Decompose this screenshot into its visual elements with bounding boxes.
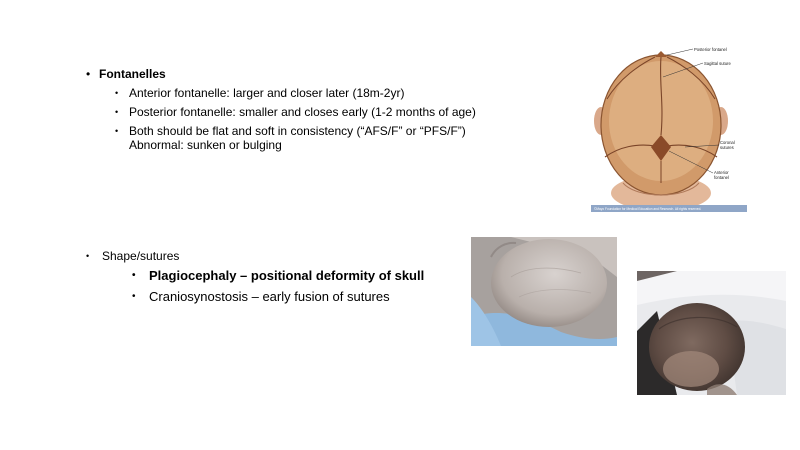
anterior-fontanel-label-1: Anterior <box>714 170 729 175</box>
fontanelles-heading: • Fontanelles • Anterior fontanelle: larger and closer later (18m-2yr) • Posterior fontanelle: smaller and closes early (1-2 months of age) • Both should be flat and soft in consistency (“AFS/F” or “PFS/F”) Abnormal: sunken or bulging <box>86 66 556 152</box>
infant-skull-diagram <box>589 43 749 213</box>
copyright-caption: ©Mayo Foundation for Medical Education and Research. All rights reserved. <box>594 207 702 211</box>
shape-sutures-sublist <box>102 267 466 305</box>
fontanelles-bullet-list <box>86 66 556 157</box>
list-item: • Plagiocephaly – positional deformity of skull <box>102 267 466 284</box>
infant-head <box>491 239 607 327</box>
posterior-fontanel <box>655 51 667 57</box>
list-item: • Posterior fontanelle: smaller and closes early (1-2 months of age) <box>99 105 556 119</box>
list-item: • Craniosynostosis – early fusion of sutures <box>102 288 466 305</box>
shape-sutures-bullet-list <box>86 248 466 309</box>
sagittal-suture-label: Sagittal suture <box>704 61 731 66</box>
posterior-fontanel-label: Posterior fontanel <box>694 47 727 52</box>
shape-sutures-heading: • Shape/sutures • Plagiocephaly – positional deformity of skull • Craniosynostosis – early fusion of sutures <box>86 248 466 305</box>
list-item: • Anterior fontanelle: larger and closer later (18m-2yr) <box>99 86 556 100</box>
abnormal-note: Abnormal: sunken or bulging <box>129 138 282 152</box>
plagiocephaly-photo <box>471 237 617 346</box>
coronal-sutures-label-1: Coronal <box>720 140 735 145</box>
fontanelles-sublist <box>99 86 556 152</box>
coronal-sutures-label-2: sutures <box>720 145 734 150</box>
anterior-fontanel-label-2: fontanel <box>714 175 729 180</box>
craniosynostosis-photo <box>637 271 786 395</box>
list-item: • Both should be flat and soft in consistency (“AFS/F” or “PFS/F”) Abnormal: sunken or bulging <box>99 124 556 152</box>
